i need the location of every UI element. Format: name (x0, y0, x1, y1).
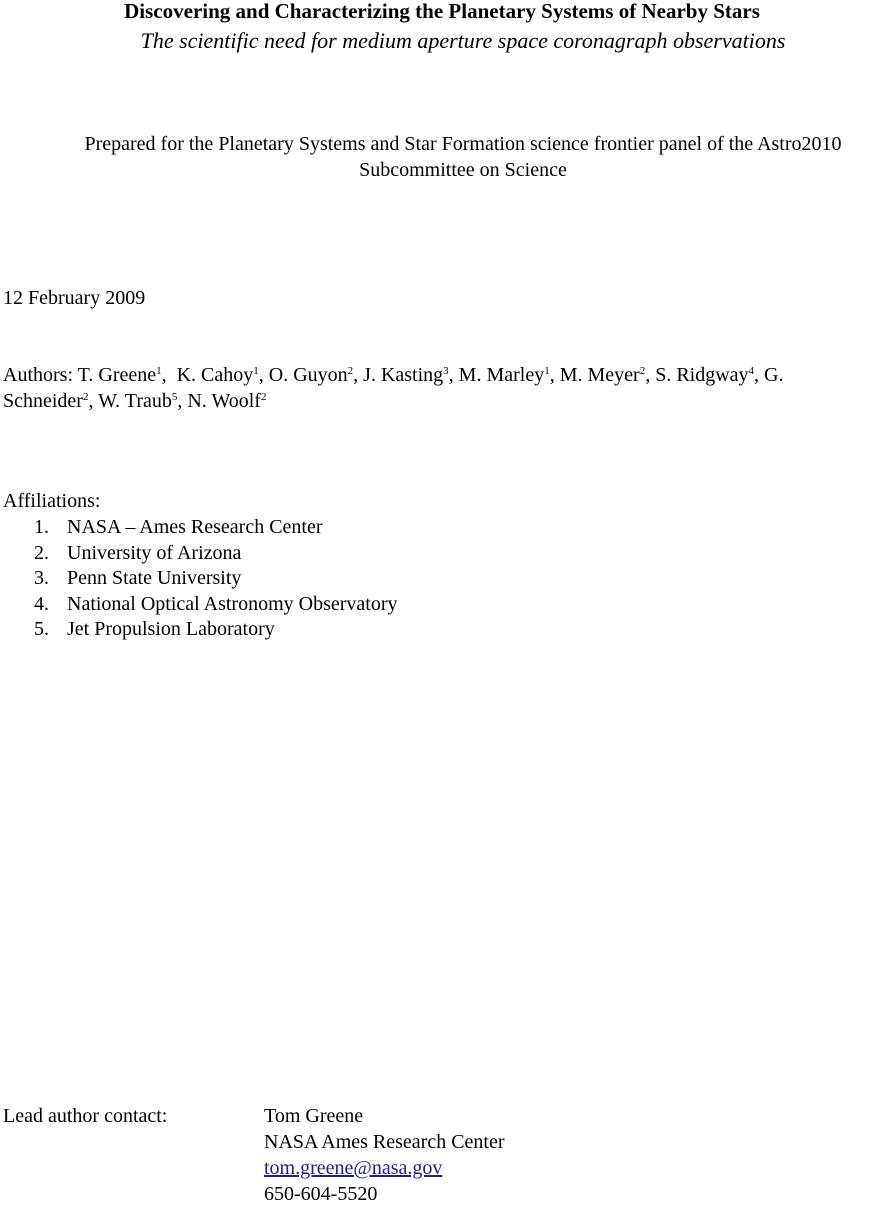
contact-organization: NASA Ames Research Center (264, 1131, 505, 1153)
author-affiliation-number: 1 (253, 365, 259, 377)
author-affiliation-number: 2 (347, 365, 354, 377)
contact-phone: 650-604-5520 (264, 1183, 378, 1205)
author-name: K. Cahoy (176, 364, 254, 386)
affiliation-number: 5. (34, 618, 49, 641)
author-affiliation-number: 5 (171, 391, 178, 403)
contact-email-line (264, 1155, 505, 1181)
authors-list (3, 362, 883, 414)
affiliation-number: 1. (34, 516, 49, 538)
authors-label: Authors: (3, 364, 73, 386)
affiliation-name: Penn State University (67, 567, 242, 590)
affiliation-number: 3. (34, 567, 49, 590)
prepared-line-2: Subcommittee on Science (359, 159, 567, 181)
document-date: 12 February 2009 (3, 287, 146, 309)
affiliation-name: Jet Propulsion Laboratory (67, 618, 275, 641)
prepared-for-statement (0, 131, 884, 183)
author-affiliation-number: 3 (443, 365, 449, 377)
affiliations-heading: Affiliations: (3, 490, 101, 512)
author-affiliation-number: 2 (260, 391, 267, 403)
author-name: J. Kasting (363, 364, 444, 386)
document-subtitle: The scientific need for medium aperture space coronagraph observations (140, 28, 786, 53)
affiliation-name: National Optical Astronomy Observatory (67, 592, 398, 615)
affiliation-name: University of Arizona (67, 541, 242, 564)
affiliation-number: 4. (34, 592, 49, 615)
author-affiliation-number: 2 (82, 391, 89, 403)
affiliation-name: NASA – Ames Research Center (67, 516, 323, 538)
author-name: S. Ridgway (655, 364, 749, 386)
contact-label: Lead author contact: (3, 1105, 168, 1127)
contact-email-link[interactable]: tom.greene@nasa.gov (264, 1157, 443, 1179)
document-title: Discovering and Characterizing the Planetary Systems of Nearby Stars (124, 0, 760, 23)
author-affiliation-number: 1 (544, 365, 550, 377)
authors-line-2: Schneider$^2$, W. Traub$^5$, N. Woolf$^2$ (3, 390, 267, 412)
authors-line-1: Authors: T. Greene$^1$, K. Cahoy$^1$, O. Guyon$^2$, J. Kasting$^3$, M. Marley$^1$, M. Meyer$^2$, S. Ridgway$^4$, G. (3, 364, 784, 386)
author-affiliation-number: 2 (639, 365, 646, 377)
contact-details (264, 1103, 505, 1207)
author-name: M. Meyer (559, 364, 640, 386)
author-name: M. Marley (458, 364, 545, 386)
author-affiliation-number: 1 (156, 365, 162, 377)
author-name: N. Woolf (187, 390, 261, 412)
contact-name: Tom Greene (264, 1105, 364, 1127)
author-name: O. Guyon (268, 364, 348, 386)
affiliation-number: 2. (34, 541, 49, 564)
prepared-line-1: Prepared for the Planetary Systems and Star Formation science frontier panel of the Astro2010 (84, 133, 842, 155)
author-affiliation-number: 4 (748, 365, 755, 377)
author-name: W. Traub (98, 390, 172, 412)
author-name: T. Greene (77, 364, 157, 386)
